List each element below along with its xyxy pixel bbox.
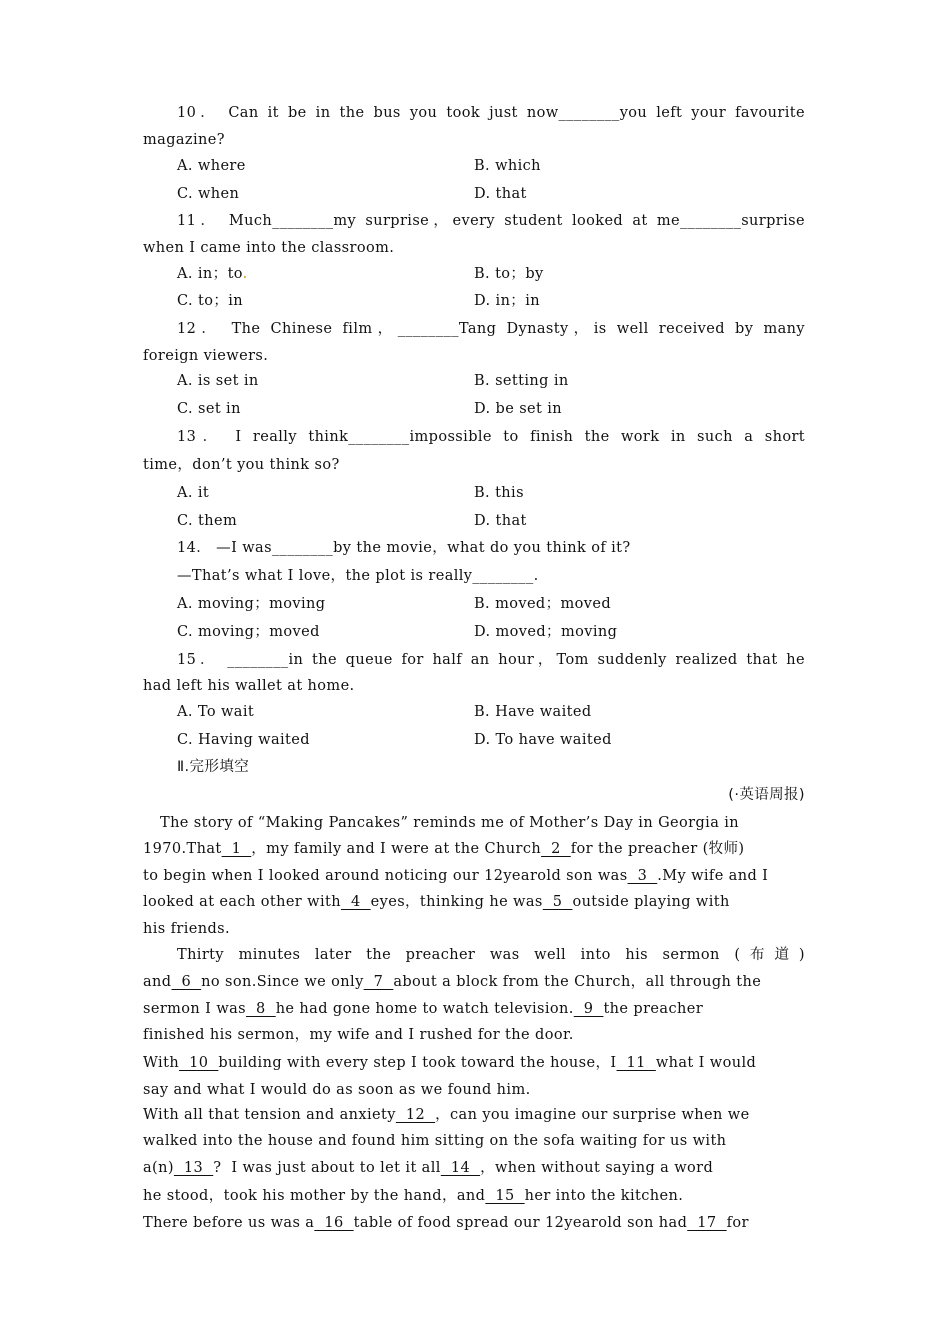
passage-line: walked into the house and found him sitting on the sofa waiting for us with [143,1133,727,1149]
blank-13: 13 [173,1160,214,1176]
question-10-option-c: C. when [177,186,240,202]
question-10-stem-cont: magazine? [143,132,225,148]
question-15-option-c: C. Having waited [177,732,310,748]
blank-11: 11 [616,1055,656,1071]
question-11-stem-cont: when I came into the classroom. [143,240,395,256]
passage-line: and 6 no son.Since we only 7 about a block from the Church，all through the [143,974,762,990]
question-15-option-a: A. To wait [177,704,255,720]
passage-line: There before us was a 16 table of food spread our 12yearold son had 17 for [143,1215,749,1231]
question-15-option-b: B. Have waited [474,704,592,720]
blank-5: 5 [542,894,573,910]
question-12-option-b: B. setting in [474,373,569,389]
passage-line: With all that tension and anxiety 12 ，can you imagine our surprise when we [143,1107,750,1123]
blank-1: 1 [221,841,252,857]
passage-line: looked at each other with 4 eyes，thinking he was 5 outside playing with [143,894,730,910]
question-12-option-d: D. be set in [474,401,563,417]
question-12-option-c: C. set in [177,401,241,417]
question-11-option-a: A. in；to. [177,266,248,282]
passage-line: finished his sermon，my wife and I rushed for the door. [143,1027,574,1043]
passage-line: he stood，took his mother by the hand，and 15 her into the kitchen. [143,1188,684,1204]
question-14-option-d: D. moved；moving [474,624,618,640]
question-11-option-d: D. in；in [474,293,540,309]
blank-8: 8 [246,1001,276,1017]
blank-10: 10 [179,1055,219,1071]
question-15-stem-cont: had left his wallet at home. [143,678,355,694]
question-12-stem: 12． The Chinese film，________Tang Dynasty，is well received by many [177,321,805,337]
question-15-option-d: D. To have waited [474,732,612,748]
blank-7: 7 [363,974,394,990]
passage-line: a(n) 13 ? I was just about to let it all 14 ，when without saying a word [143,1160,714,1176]
blank-15: 15 [485,1188,525,1204]
blank-6: 6 [171,974,202,990]
question-10-option-b: B. which [474,158,541,174]
question-13-option-b: B. this [474,485,524,501]
blank-4: 4 [340,894,371,910]
question-12-option-a: A. is set in [177,373,259,389]
question-15-stem: 15． ________in the queue for half an hour，Tom suddenly realized that he [177,652,805,668]
question-10-option-a: A. where [177,158,246,174]
passage-line: With 10 building with every step I took toward the house，I 11 what I would [143,1055,757,1071]
question-13-option-c: C. them [177,513,238,529]
section-heading: Ⅱ.完形填空 [177,759,250,775]
blank-14: 14 [440,1160,481,1176]
blank-16: 16 [314,1215,354,1231]
passage-line: The story of “Making Pancakes” reminds me of Mother’s Day in Georgia in [160,815,740,831]
blank-17: 17 [687,1215,727,1231]
question-11-option-c: C. to；in [177,293,244,309]
question-14-option-b: B. moved；moved [474,596,612,612]
question-13-option-d: D. that [474,513,527,529]
passage-line: 1970.That 1 ，my family and I were at the Church 2 for the preacher (牧师) [143,841,745,857]
question-14-option-a: A. moving；moving [177,596,326,612]
question-11-stem: 11． Much________my surprise，every student looked at me________surprise [177,213,805,229]
blank-2: 2 [541,841,571,857]
question-11-option-b: B. to；by [474,266,544,282]
question-10-option-d: D. that [474,186,527,202]
blank-12: 12 [395,1107,436,1123]
question-13-stem-cont: time，don’t you think so? [143,457,340,473]
passage-line: to begin when I looked around noticing our 12yearold son was 3 .My wife and I [143,868,769,884]
passage-line: say and what I would do as soon as we found him. [143,1082,531,1098]
question-13-option-a: A. it [177,485,210,501]
passage-line: his friends. [143,921,231,937]
question-10-stem: 10． Can it be in the bus you took just now________you left your favourite [177,105,805,121]
source-label: (·英语周报) [728,787,805,803]
passage-line: Thirty minutes later the preacher was well into his sermon (布道) [177,947,805,963]
blank-9: 9 [573,1001,604,1017]
question-14-stem: 14． —I was________by the movie，what do you think of it? [177,540,631,556]
passage-line: sermon I was 8 he had gone home to watch television. 9 the preacher [143,1001,704,1017]
blank-3: 3 [627,868,658,884]
question-13-stem: 13． I really think________impossible to finish the work in such a short [177,429,806,445]
question-12-stem-cont: foreign viewers. [143,348,269,364]
question-14-stem-cont: —That’s what I love，the plot is really________. [177,568,539,584]
question-14-option-c: C. moving；moved [177,624,320,640]
